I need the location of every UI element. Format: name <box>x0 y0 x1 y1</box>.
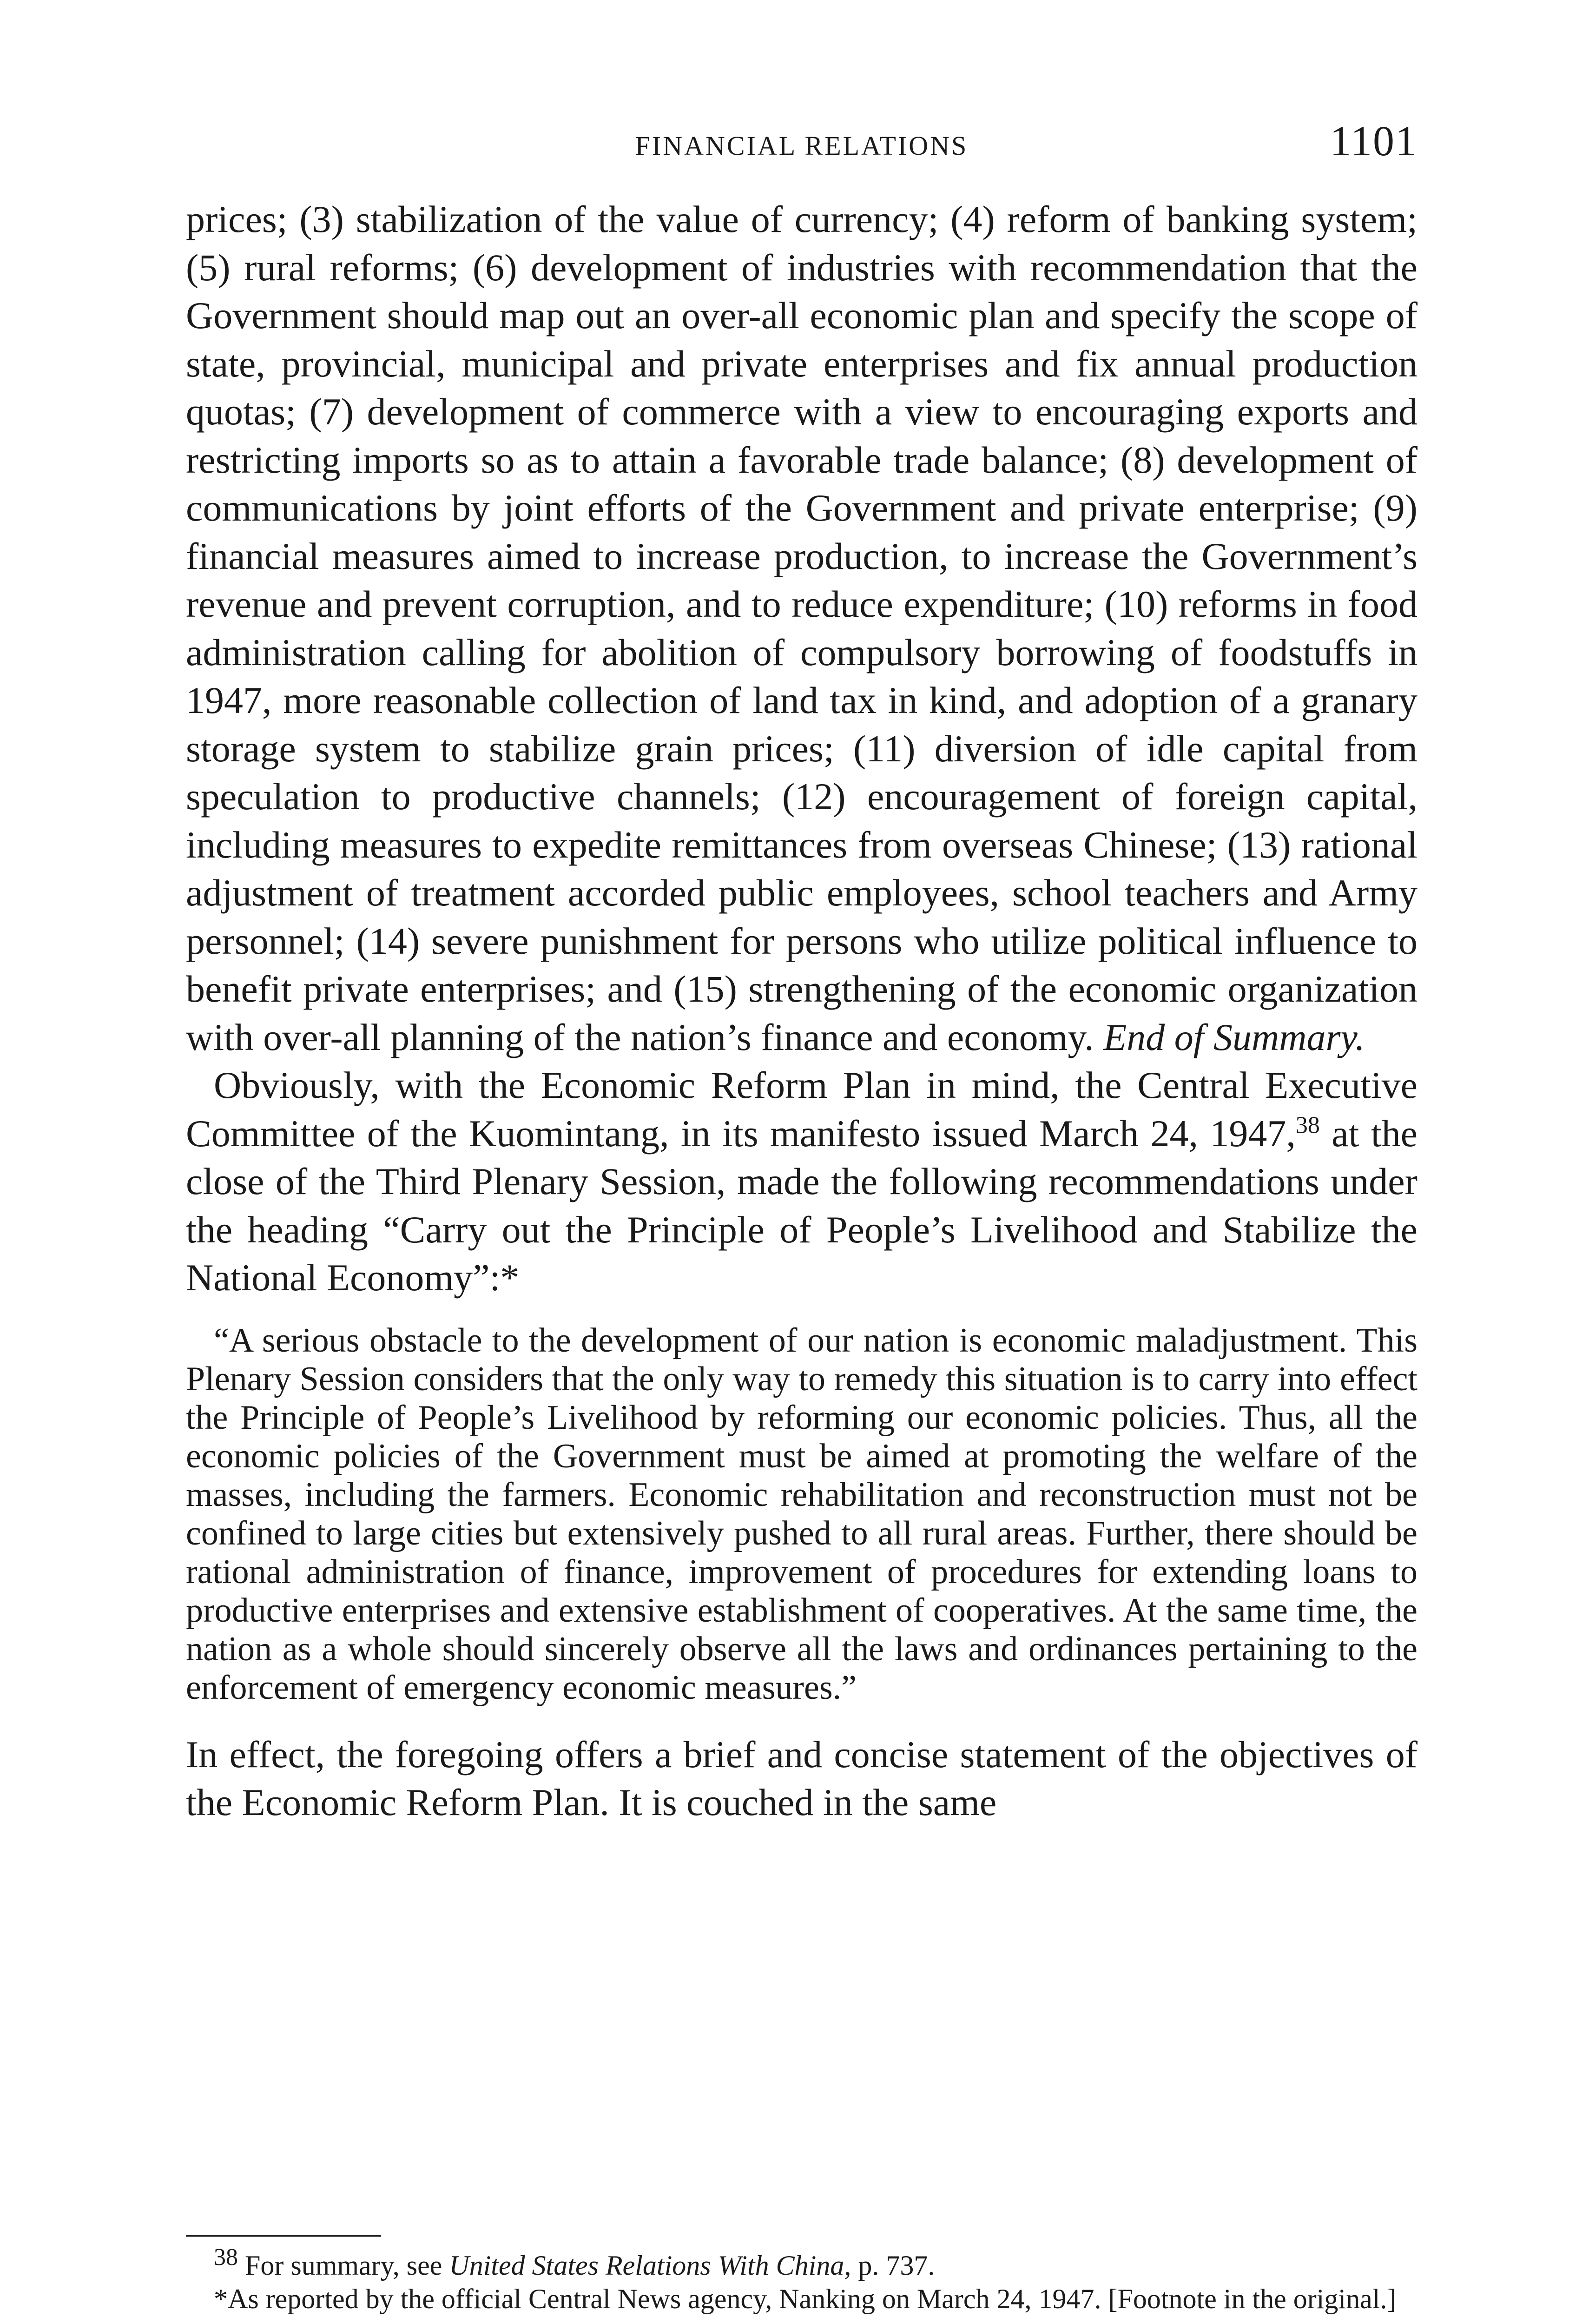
footnotes <box>186 2244 1417 2316</box>
footnote-reference: 38 <box>1295 1112 1320 1139</box>
end-of-summary: End of Summary. <box>1103 1016 1365 1058</box>
paragraph-text: Obviously, with the Economic Reform Plan in mind, the Central Executive Committee of the Kuomintang, in its manifesto issued March 24, 1947, <box>186 1064 1417 1155</box>
footnote-text: For summary, see <box>238 2250 449 2281</box>
block-quote: “A serious obstacle to the development of our nation is economic maladjustment. This Plenary Session considers that the only way to remedy this situation is to carry into effect the Principle of People’s Livelihood by reforming our economic policies. Thus, all the economic policies of the Government must be aimed at promoting the welfare of the masses, including the farmers. Economic rehabilitation and reconstruction must not be confined to large cities but extensively pushed to all rural areas. Further, there should be rational administration of finance, improvement of procedures for extending loans to productive enterprises and extensive establishment of cooperatives. At the same time, the nation as a whole should sincerely observe all the laws and ordinances pertaining to the enforcement of emergency economic measures.” <box>186 1321 1417 1707</box>
paragraph-manifesto <box>186 1061 1417 1302</box>
running-title: FINANCIAL RELATIONS <box>635 131 969 161</box>
page-number: 1101 <box>1330 117 1417 165</box>
paragraph-effect: In effect, the foregoing offers a brief and concise statement of the objectives of the Economic Reform Plan. It is couched in the same <box>186 1733 1417 1823</box>
footnote-marker: 38 <box>214 2244 238 2271</box>
paragraph-text: at the close of the Third Plenary Session, made the following recommendations under the heading “Carry out the Principle of People’s Livelihood and Stabilize the National Economy”:* <box>186 1112 1417 1299</box>
footnote-rule <box>186 2235 381 2237</box>
paragraph-text: prices; (3) stabilization of the value of currency; (4) reform of banking system; (5) rural reforms; (6) development of industries with recommendation that the Government should map out an over-all economic plan and specify the scope of state, provincial, municipal and private enterprises and fix annual production quotas; (7) development of commerce with a view to encouraging exports and restricting imports so as to attain a favorable trade balance; (8) development of communications by joint efforts of the Government and private enterprise; (9) financial measures aimed to increase production, to increase the Government’s revenue and prevent corruption, and to reduce expenditure; (10) reforms in food administration calling for abolition of compulsory borrowing of foodstuffs in 1947, more reasonable collection of land tax in kind, and adoption of a granary storage system to stabilize grain prices; (11) diversion of idle capital from speculation to productive channels; (12) encouragement of foreign capital, including measures to expedite remittances from overseas Chinese; (13) rational adjustment of treatment accorded public employees, school teachers and Army personnel; (14) severe punishment for persons who utilize political influence to benefit private enterprises; and (15) strengthening of the economic organization with over-all planning of the nation’s finance and economy. <box>186 198 1417 1058</box>
footnote-star: *As reported by the official Central News agency, Nanking on March 24, 1947. [Footnote in the original.] <box>214 2284 1397 2314</box>
paragraph-summary-continued <box>186 195 1417 1061</box>
footnote-38 <box>186 2244 1417 2282</box>
cited-work-title: United States Relations With China <box>449 2250 844 2281</box>
main-text <box>186 195 1417 1827</box>
footnote-text: , p. 737. <box>844 2250 935 2281</box>
running-header <box>186 116 1417 167</box>
